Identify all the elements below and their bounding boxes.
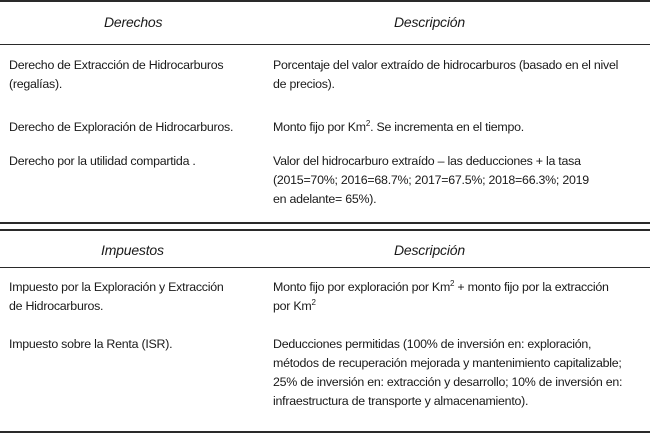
cell-line: 25% de inversión en: extracción y desarrollo; 10% de inversión en: [273, 375, 623, 389]
superscript: 2 [311, 298, 316, 307]
cell-line: métodos de recuperación mejorada y mantenimiento capitalizable; [273, 356, 622, 370]
table2-row2-name [9, 335, 172, 354]
superscript: 2 [365, 119, 371, 128]
table2-top-rule [0, 229, 650, 231]
table1-row3-description [273, 152, 589, 209]
cell-line: Derecho de Extracción de Hidrocarburos [9, 58, 224, 72]
cell-line [273, 118, 524, 137]
table1-header-rule [0, 44, 650, 45]
table1-top-rule [0, 0, 650, 2]
table2-row1-name [9, 278, 224, 316]
cell-line: Derecho por la utilidad compartida . [9, 154, 196, 168]
table1-bottom-rule [0, 222, 650, 224]
table1-header-derechos: Derechos [104, 14, 163, 30]
cell-line: en adelante= 65%). [273, 192, 377, 206]
cell-line: Porcentaje del valor extraído de hidrocarburos (basado en el nivel [273, 58, 619, 72]
cell-line: infraestructura de transporte y almacenamiento). [273, 394, 529, 408]
cell-line [273, 278, 609, 297]
table1-header-descripcion: Descripción [394, 14, 465, 30]
cell-line: (regalías). [9, 77, 63, 91]
cell-line [273, 297, 609, 316]
text-part: + monto fijo por la extracción [454, 280, 609, 294]
table2-header-impuestos: Impuestos [101, 242, 164, 258]
cell-line: Impuesto por la Exploración y Extracción [9, 280, 224, 294]
cell-line: de precios). [273, 77, 335, 91]
table2-row2-description [273, 335, 622, 411]
cell-line: de Hidrocarburos. [9, 299, 104, 313]
table2-header-rule [0, 267, 650, 268]
table1-row1-name [9, 56, 223, 94]
text-part: Monto fijo por exploración por Km [273, 280, 451, 294]
cell-line: Derecho de Exploración de Hidrocarburos. [9, 120, 234, 134]
cell-line: Impuesto sobre la Renta (ISR). [9, 337, 173, 351]
text-part: por Km [273, 299, 312, 313]
table2-row1-description [273, 278, 609, 316]
cell-line: Deducciones permitidas (100% de inversión en: exploración, [273, 337, 592, 351]
table2-header-descripcion: Descripción [394, 242, 465, 258]
table2-bottom-rule [0, 431, 650, 433]
table1-row3-name [9, 152, 196, 171]
table1-row2-name [9, 118, 233, 137]
cell-line: (2015=70%; 2016=68.7%; 2017=67.5%; 2018=66.3%; 2019 [273, 173, 589, 187]
table1-row2-description [273, 118, 524, 137]
cell-line: Valor del hidrocarburo extraído – las deducciones + la tasa [273, 154, 581, 168]
superscript: 2 [450, 279, 455, 288]
text-part: Monto fijo por Km [273, 120, 366, 134]
text-part: . Se incrementa en el tiempo. [370, 120, 524, 134]
table1-row1-description [273, 56, 618, 94]
